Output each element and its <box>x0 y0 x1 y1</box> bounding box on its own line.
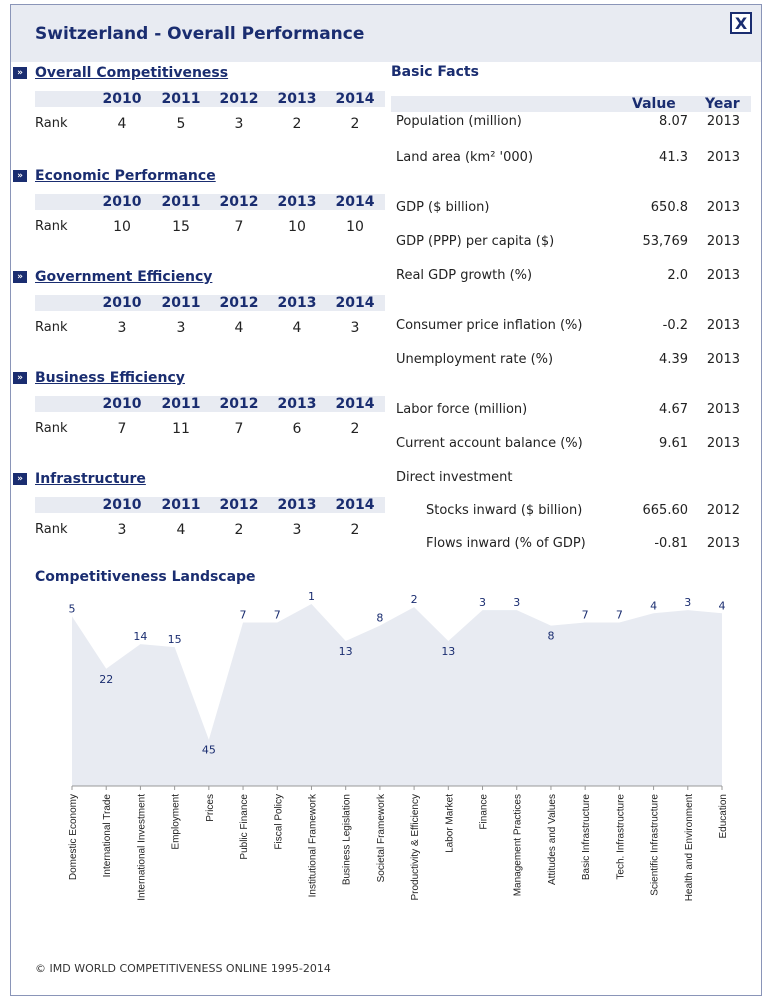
year-cell: 2012 <box>219 295 259 311</box>
rank-row <box>35 320 385 336</box>
rank-row <box>35 116 385 132</box>
fact-year: 2013 <box>706 114 740 129</box>
year-cell: 2013 <box>277 91 317 107</box>
double-chevron-right-icon[interactable]: » <box>13 372 27 384</box>
fact-value: 9.61 <box>659 436 688 451</box>
rank-label: Rank <box>35 116 68 131</box>
rank-value: 7 <box>234 219 244 235</box>
fact-year: 2013 <box>706 234 740 249</box>
fact-label: Direct investment <box>396 470 513 485</box>
rank-value: 4 <box>176 522 186 538</box>
window-title: Switzerland - Overall Performance <box>35 24 365 44</box>
year-cell: 2011 <box>161 295 201 311</box>
fact-label: GDP (PPP) per capita ($) <box>396 234 555 249</box>
landscape-area <box>72 604 722 786</box>
category-label: International Trade <box>102 794 114 878</box>
rank-value: 10 <box>288 219 306 235</box>
rank-value: 3 <box>176 320 186 336</box>
year-cell: 2010 <box>102 396 142 412</box>
section-header <box>13 64 228 82</box>
rank-value: 3 <box>292 522 302 538</box>
footer-copyright: © IMD WORLD COMPETITIVENESS ONLINE 1995-2014 <box>35 962 331 975</box>
data-label: 22 <box>99 672 114 686</box>
data-label: 3 <box>479 596 487 610</box>
rank-value: 7 <box>117 421 127 437</box>
basic-fact-row <box>396 114 752 132</box>
rank-label: Rank <box>35 522 68 537</box>
fact-label: Current account balance (%) <box>396 436 583 451</box>
basic-fact-row <box>396 234 752 252</box>
data-label: 3 <box>684 596 692 610</box>
basic-fact-row <box>396 200 752 218</box>
data-label: 5 <box>68 602 76 616</box>
basic-facts-title: Basic Facts <box>391 64 479 80</box>
fact-year: 2013 <box>706 436 740 451</box>
category-label: Institutional Framework <box>307 794 319 898</box>
rank-value: 3 <box>117 522 127 538</box>
year-cell: 2010 <box>102 295 142 311</box>
basic-fact-row <box>396 536 752 554</box>
category-label: Attitudes and Values <box>546 794 558 885</box>
section-link[interactable]: Infrastructure <box>35 471 146 487</box>
category-label: Finance <box>478 794 490 830</box>
category-label: Societal Framework <box>375 794 387 883</box>
basic-fact-row <box>396 150 752 168</box>
years-header-row <box>35 91 385 107</box>
years-header-row <box>35 497 385 513</box>
fact-label: Land area (km² '000) <box>396 150 534 165</box>
basic-fact-row <box>396 470 752 488</box>
category-label: Employment <box>170 794 182 850</box>
rank-value: 11 <box>172 421 190 437</box>
year-cell: 2012 <box>219 497 259 513</box>
fact-year: 2013 <box>706 536 740 551</box>
year-cell: 2011 <box>161 396 201 412</box>
fact-label: Flows inward (% of GDP) <box>426 536 586 551</box>
section-header <box>13 470 146 488</box>
section-header <box>13 369 185 387</box>
rank-value: 5 <box>176 116 186 132</box>
year-cell: 2013 <box>277 194 317 210</box>
category-label: Fiscal Policy <box>273 794 285 850</box>
rank-value: 4 <box>234 320 244 336</box>
basic-fact-row <box>396 318 752 336</box>
year-cell: 2014 <box>335 91 375 107</box>
rank-value: 2 <box>292 116 302 132</box>
data-label: 8 <box>547 629 555 643</box>
category-label: Prices <box>204 794 216 822</box>
double-chevron-right-icon[interactable]: » <box>13 271 27 283</box>
fact-label: Stocks inward ($ billion) <box>426 503 583 518</box>
category-label: Tech. Infrastructure <box>615 794 627 880</box>
fact-year: 2013 <box>706 318 740 333</box>
data-label: 45 <box>201 743 216 757</box>
basic-fact-row <box>396 503 752 521</box>
category-label: Health and Environment <box>683 794 695 902</box>
basic-fact-row <box>396 436 752 454</box>
data-label: 4 <box>650 599 658 613</box>
data-label: 13 <box>441 645 456 659</box>
years-header-row <box>35 396 385 412</box>
rank-label: Rank <box>35 421 68 436</box>
rank-row <box>35 522 385 538</box>
fact-value: 665.60 <box>642 503 688 518</box>
basic-fact-row <box>396 402 752 420</box>
fact-year: 2012 <box>706 503 740 518</box>
fact-value: 2.0 <box>667 268 688 283</box>
year-cell: 2011 <box>161 91 201 107</box>
year-cell: 2010 <box>102 91 142 107</box>
category-label: Business Legislation <box>341 794 353 886</box>
section-header <box>13 167 216 185</box>
category-label: Basic Infrastructure <box>581 794 593 881</box>
year-cell: 2013 <box>277 396 317 412</box>
section-link[interactable]: Government Efficiency <box>35 269 213 285</box>
year-cell: 2012 <box>219 91 259 107</box>
section-link[interactable]: Business Efficiency <box>35 370 185 386</box>
year-cell: 2011 <box>161 194 201 210</box>
rank-label: Rank <box>35 219 68 234</box>
fact-label: GDP ($ billion) <box>396 200 490 215</box>
data-label: 2 <box>410 593 418 607</box>
fact-value: -0.81 <box>654 536 688 551</box>
rank-value: 3 <box>350 320 360 336</box>
rank-value: 2 <box>350 421 360 437</box>
fact-label: Real GDP growth (%) <box>396 268 533 283</box>
data-label: 4 <box>718 599 726 613</box>
fact-label: Labor force (million) <box>396 402 528 417</box>
data-label: 15 <box>167 633 182 647</box>
close-icon: X <box>734 13 748 33</box>
rank-value: 10 <box>113 219 131 235</box>
category-label: Scientific Infrastructure <box>649 794 661 896</box>
years-header-row <box>35 295 385 311</box>
year-cell: 2012 <box>219 194 259 210</box>
year-cell: 2014 <box>335 396 375 412</box>
fact-value: 4.39 <box>659 352 688 367</box>
rank-value: 10 <box>346 219 364 235</box>
data-label: 3 <box>513 596 521 610</box>
section-link[interactable]: Economic Performance <box>35 168 216 184</box>
fact-year: 2013 <box>706 268 740 283</box>
fact-value: 4.67 <box>659 402 688 417</box>
year-cell: 2013 <box>277 497 317 513</box>
fact-year: 2013 <box>706 200 740 215</box>
rank-value: 4 <box>117 116 127 132</box>
year-cell: 2012 <box>219 396 259 412</box>
rank-value: 4 <box>292 320 302 336</box>
rank-value: 6 <box>292 421 302 437</box>
category-label: Education <box>718 794 729 839</box>
rank-value: 2 <box>350 116 360 132</box>
double-chevron-right-icon[interactable]: » <box>13 170 27 182</box>
category-label: Management Practices <box>512 794 524 897</box>
data-label: 14 <box>133 630 148 644</box>
fact-value: -0.2 <box>662 318 688 333</box>
rank-value: 15 <box>172 219 190 235</box>
landscape-chart <box>0 590 772 930</box>
rank-value: 3 <box>117 320 127 336</box>
double-chevron-right-icon[interactable]: » <box>13 67 27 79</box>
year-cell: 2014 <box>335 194 375 210</box>
section-link[interactable]: Overall Competitiveness <box>35 65 229 81</box>
data-label: 7 <box>239 608 247 622</box>
data-label: 1 <box>307 590 315 603</box>
data-label: 8 <box>376 611 384 625</box>
category-label: Public Finance <box>239 794 251 860</box>
data-label: 7 <box>615 608 623 622</box>
double-chevron-right-icon[interactable]: » <box>13 473 27 485</box>
data-label: 13 <box>338 645 353 659</box>
year-cell: 2013 <box>277 295 317 311</box>
year-cell: 2011 <box>161 497 201 513</box>
year-cell: 2010 <box>102 497 142 513</box>
section-header <box>13 268 212 286</box>
year-cell: 2014 <box>335 497 375 513</box>
rank-value: 2 <box>234 522 244 538</box>
value-header: Value <box>632 96 676 112</box>
rank-value: 3 <box>234 116 244 132</box>
category-label: Domestic Economy <box>68 794 79 881</box>
fact-label: Population (million) <box>396 114 522 129</box>
rank-label: Rank <box>35 320 68 335</box>
fact-year: 2013 <box>706 150 740 165</box>
fact-value: 8.07 <box>659 114 688 129</box>
rank-value: 7 <box>234 421 244 437</box>
landscape-title: Competitiveness Landscape <box>35 569 256 585</box>
years-header-row <box>35 194 385 210</box>
basic-facts-header <box>391 96 751 112</box>
basic-fact-row <box>396 352 752 370</box>
fact-label: Unemployment rate (%) <box>396 352 554 367</box>
category-label: Productivity & Efficiency <box>410 794 422 901</box>
close-button[interactable] <box>730 12 752 34</box>
rank-value: 2 <box>350 522 360 538</box>
fact-year: 2013 <box>706 352 740 367</box>
basic-fact-row <box>396 268 752 286</box>
year-header: Year <box>705 96 740 112</box>
data-label: 7 <box>581 608 589 622</box>
rank-row <box>35 421 385 437</box>
fact-value: 650.8 <box>650 200 688 215</box>
fact-value: 53,769 <box>642 234 688 249</box>
category-label: Labor Market <box>444 794 456 853</box>
year-cell: 2014 <box>335 295 375 311</box>
fact-label: Consumer price inflation (%) <box>396 318 583 333</box>
fact-year: 2013 <box>706 402 740 417</box>
year-cell: 2010 <box>102 194 142 210</box>
fact-value: 41.3 <box>659 150 688 165</box>
category-label: International Investment <box>136 794 148 901</box>
rank-row <box>35 219 385 235</box>
data-label: 7 <box>273 608 281 622</box>
